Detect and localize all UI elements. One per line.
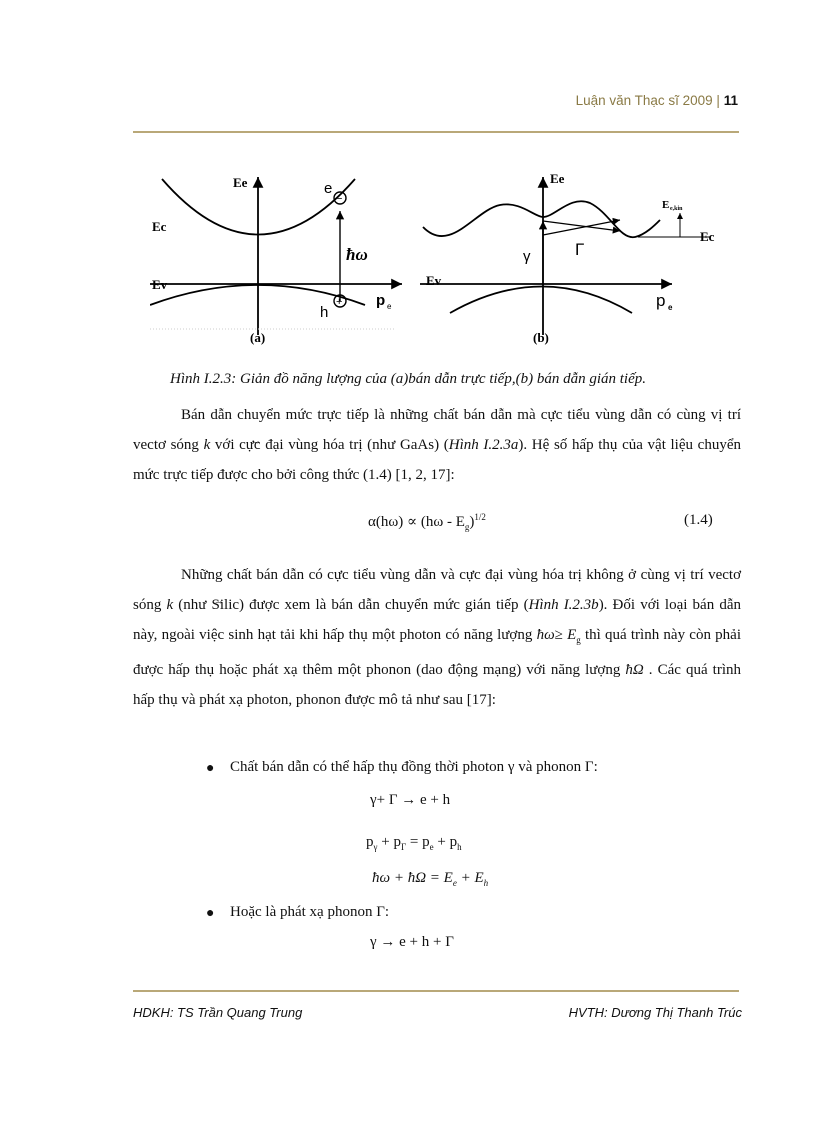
equation-number: (1.4): [684, 512, 713, 528]
header-title: Luận văn Thạc sĩ 2009 |: [575, 93, 720, 108]
eq-b-s4: h: [457, 842, 462, 852]
panel-b-p-sub: e: [668, 303, 673, 312]
para2-text-3: ). Đối với loại bán dẫn này, ngoài việc sinh hạt tải khi hấp thụ một photon có năng lượng: [133, 597, 741, 643]
para2-text-1: Những chất bán dẫn có cực tiểu vùng dẫn và cực đại vùng hóa trị không ở cùng vị trí vectơ sóng: [133, 567, 741, 613]
paragraph-indirect: [133, 560, 741, 715]
para2-text-5: . Các quá trình hấp thụ và phát xạ photon, phonon được mô tả như sau [17]:: [133, 662, 741, 708]
eq-1-4-close: ): [469, 514, 475, 530]
eq-1-4-lhs: α(hω) ∝ (hω - E: [368, 514, 465, 530]
panel-a-labels: [152, 175, 392, 345]
page-number: 11: [723, 93, 738, 108]
panel-b-gamma-label: γ: [523, 248, 531, 265]
panel-a-caption-label: (a): [250, 330, 266, 345]
paragraph-direct: [133, 400, 741, 490]
bullet-dot-1: ●: [206, 761, 215, 776]
panel-a-hw-label: ħω: [346, 245, 368, 264]
eq-c-s2: h: [483, 878, 489, 888]
para2-text-4: thì quá trình này còn phải được hấp thụ hoặc phát xạ thêm một phonon (dao động mạng) với năng lượng: [133, 627, 741, 678]
eq-1-4-sup: 1/2: [474, 512, 486, 522]
bullet-2-text: Hoặc là phát xạ phonon Γ:: [230, 904, 390, 920]
panel-a-minus: −: [336, 193, 343, 205]
panel-a-ev-label: Ev: [152, 277, 168, 292]
figure-caption: Hình I.2.3: Giản đồ năng lượng của (a)bán dẫn trực tiếp,(b) bán dẫn gián tiếp.: [170, 371, 646, 387]
eq-c-lhs: ħω + ħΩ = E: [372, 870, 453, 886]
bullet-dot-2: ●: [206, 906, 215, 921]
eq-c-plus: + E: [456, 870, 484, 886]
panel-a-e-label: e: [324, 180, 333, 197]
eq-c-s1: e: [452, 878, 457, 888]
equation-energy: [372, 870, 488, 888]
panel-b-ev-label: Ev: [426, 273, 442, 288]
header-rule: [133, 131, 739, 133]
panel-a-p-sub: e: [387, 302, 392, 311]
eq-b-s2: Γ: [400, 842, 407, 852]
eq-1-4-sub: g: [464, 522, 470, 532]
cond-sub: g: [576, 635, 581, 645]
panel-b-caption-label: (b): [533, 330, 549, 345]
panel-b-labels: [426, 171, 715, 345]
panel-b-Gamma-label: Γ: [575, 240, 585, 259]
page-header: [576, 93, 738, 108]
footer-rule: [133, 990, 739, 992]
panel-a-p-label: p: [376, 292, 386, 309]
panel-a-plus: +: [336, 296, 343, 308]
equation-momentum: [366, 834, 462, 852]
bullet-1-text: Chất bán dẫn có thể hấp thụ đồng thời photon γ và phonon Γ:: [230, 759, 598, 775]
panel-b-ee-label: Ee: [550, 171, 565, 186]
eq-b-s3: e: [429, 842, 434, 852]
panel-a-h-label: h: [320, 304, 329, 321]
vector-k-symbol: → k: [204, 437, 211, 453]
panel-b-ekin-sub: e,kin: [670, 206, 683, 212]
panel-a-ee-label: Ee: [233, 175, 248, 190]
eq-b-plus2: + p: [433, 834, 458, 850]
panel-b-ec-label: Ec: [700, 229, 715, 244]
photon-energy-condition: ħω≥ E: [536, 627, 577, 643]
para1-text-2: với cực đại vùng hóa trị (như GaAs) (: [210, 437, 449, 453]
para2-text-2: (như Silic) được xem là bán dẫn chuyển mức gián tiếp (: [173, 597, 529, 613]
equation-1-4: [368, 512, 486, 532]
panel-b-valence-band: [450, 287, 632, 314]
panel-b-conduction-band: [423, 201, 660, 237]
equation-emission: γ → e + h + Γ: [370, 934, 454, 950]
figure-ref-a: Hình I.2.3a: [448, 437, 519, 453]
footer-student: HVTH: Dương Thị Thanh Trúc: [568, 1005, 742, 1020]
eq-b-p1: p: [366, 834, 374, 850]
equation-absorption: γ+ Γ → e + h: [370, 792, 451, 808]
para1-text-3: ). Hệ số hấp thụ của vật liệu chuyển mức trực tiếp được cho bởi công thức (1.4) [1, 2, 17]:: [133, 437, 741, 483]
eq-b-plus1: + p: [377, 834, 401, 850]
panel-a-ec-label: Ec: [152, 219, 167, 234]
eq-b-eq: = p: [406, 834, 430, 850]
footer-advisor: HDKH: TS Trần Quang Trung: [133, 1005, 303, 1020]
para1-text-1: Bán dẫn chuyển mức trực tiếp là những chất bán dẫn mà cực tiểu vùng dẫn có cùng vị trí vectơ sóng: [133, 407, 741, 453]
phonon-energy: ħΩ: [625, 662, 644, 678]
vector-k-symbol-2: → k: [166, 597, 173, 613]
eq-b-s1: γ: [373, 842, 378, 852]
panel-b-p-label: p: [656, 291, 666, 310]
energy-band-figure: [150, 165, 730, 355]
figure-ref-b: Hình I.2.3b: [528, 597, 599, 613]
panel-b-ekin-label: E: [662, 199, 670, 211]
